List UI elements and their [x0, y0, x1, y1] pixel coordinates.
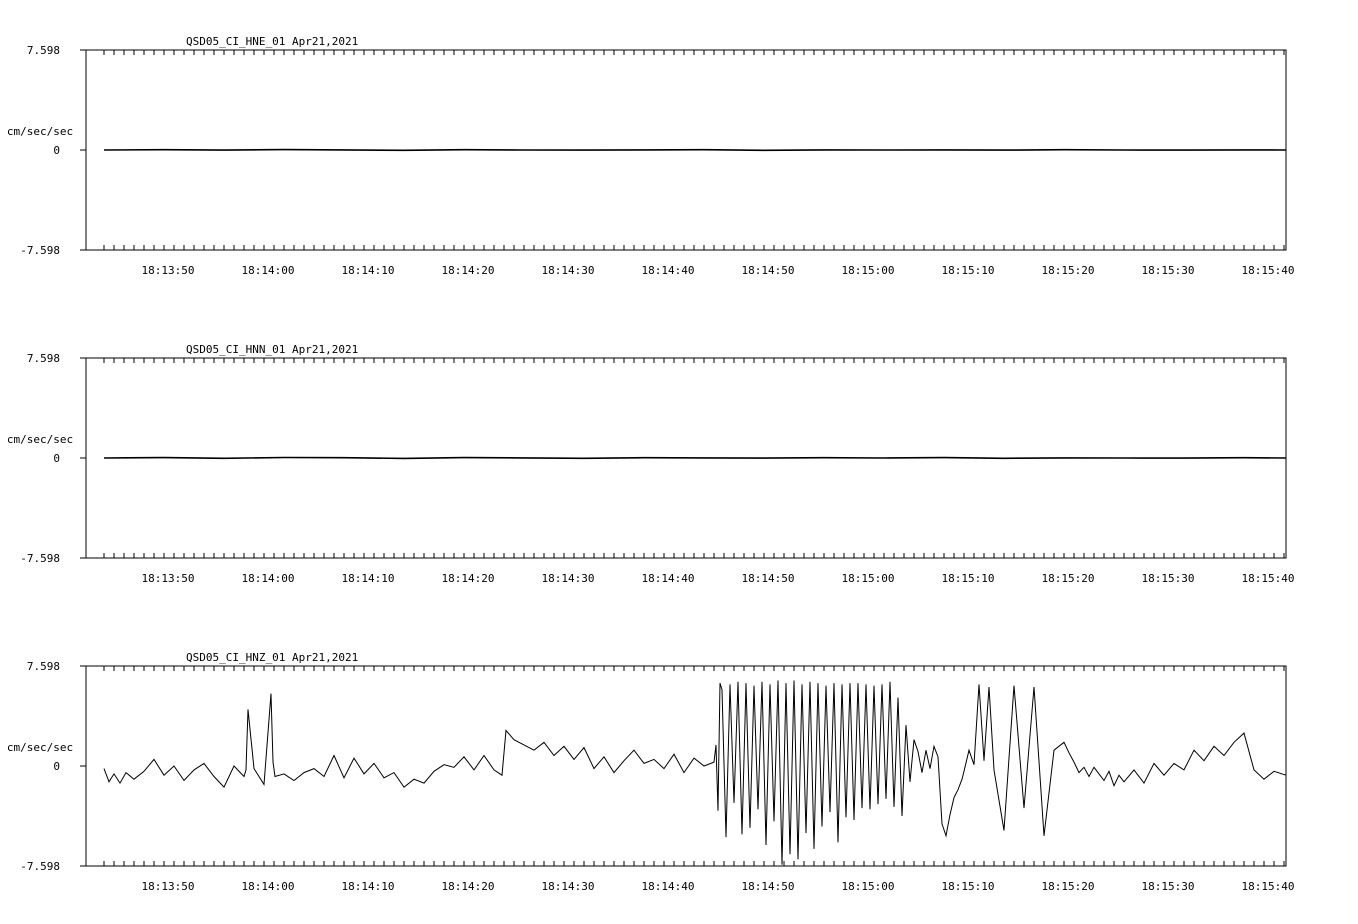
panel-title: QSD05_CI_HNE_01 Apr21,2021: [186, 35, 359, 48]
x-tick-label: 18:14:10: [341, 880, 395, 893]
x-tick-label: 18:14:30: [541, 880, 595, 893]
x-tick-label: 18:15:00: [841, 880, 895, 893]
series-line: [104, 150, 1286, 151]
y-axis-label: cm/sec/sec: [6, 433, 74, 446]
panel-1: [7, 35, 1295, 277]
x-tick-label: 18:13:50: [141, 572, 195, 585]
x-tick-label: 18:15:10: [941, 264, 995, 277]
x-tick-label: 18:14:40: [641, 572, 695, 585]
x-tick-label: 18:14:00: [241, 572, 295, 585]
x-tick-label: 18:15:20: [1041, 264, 1095, 277]
x-tick-label: 18:14:20: [441, 264, 495, 277]
y-axis-label: cm/sec/sec: [6, 125, 74, 138]
x-tick-label: 18:15:00: [841, 264, 895, 277]
x-tick-label: 18:14:50: [741, 264, 795, 277]
y-tick-label: 7.598: [26, 352, 60, 365]
x-tick-label: 18:15:10: [941, 880, 995, 893]
y-tick-label: 0: [53, 144, 60, 157]
y-tick-label: 0: [53, 760, 60, 773]
x-tick-label: 18:14:00: [241, 880, 295, 893]
x-tick-label: 18:15:40: [1241, 572, 1295, 585]
x-tick-label: 18:15:30: [1141, 572, 1195, 585]
x-tick-label: 18:15:40: [1241, 264, 1295, 277]
series-line: [104, 681, 1286, 865]
y-tick-label: -7.598: [20, 860, 60, 873]
x-tick-label: 18:15:10: [941, 572, 995, 585]
series-line: [104, 458, 1286, 459]
x-tick-label: 18:15:30: [1141, 264, 1195, 277]
panel-title: QSD05_CI_HNZ_01 Apr21,2021: [186, 651, 359, 664]
x-tick-label: 18:14:40: [641, 880, 695, 893]
x-tick-label: 18:15:20: [1041, 880, 1095, 893]
y-axis-label: cm/sec/sec: [6, 741, 74, 754]
x-tick-label: 18:14:50: [741, 572, 795, 585]
x-tick-label: 18:15:20: [1041, 572, 1095, 585]
x-tick-label: 18:14:00: [241, 264, 295, 277]
x-tick-label: 18:13:50: [141, 264, 195, 277]
x-tick-label: 18:15:40: [1241, 880, 1295, 893]
y-tick-label: 7.598: [26, 660, 60, 673]
x-tick-label: 18:14:10: [341, 572, 395, 585]
panel-title: QSD05_CI_HNN_01 Apr21,2021: [186, 343, 359, 356]
y-tick-label: -7.598: [20, 552, 60, 565]
panel-2: [7, 343, 1295, 585]
y-tick-label: 0: [53, 452, 60, 465]
x-tick-label: 18:15:30: [1141, 880, 1195, 893]
y-tick-label: 7.598: [26, 44, 60, 57]
x-tick-label: 18:13:50: [141, 880, 195, 893]
y-tick-label: -7.598: [20, 244, 60, 257]
x-tick-label: 18:14:20: [441, 572, 495, 585]
panel-3: [7, 651, 1295, 893]
x-tick-label: 18:14:10: [341, 264, 395, 277]
plot-frame: [86, 666, 1286, 866]
x-tick-label: 18:14:20: [441, 880, 495, 893]
x-tick-label: 18:15:00: [841, 572, 895, 585]
x-tick-label: 18:14:50: [741, 880, 795, 893]
x-tick-label: 18:14:30: [541, 264, 595, 277]
x-tick-label: 18:14:40: [641, 264, 695, 277]
x-tick-label: 18:14:30: [541, 572, 595, 585]
